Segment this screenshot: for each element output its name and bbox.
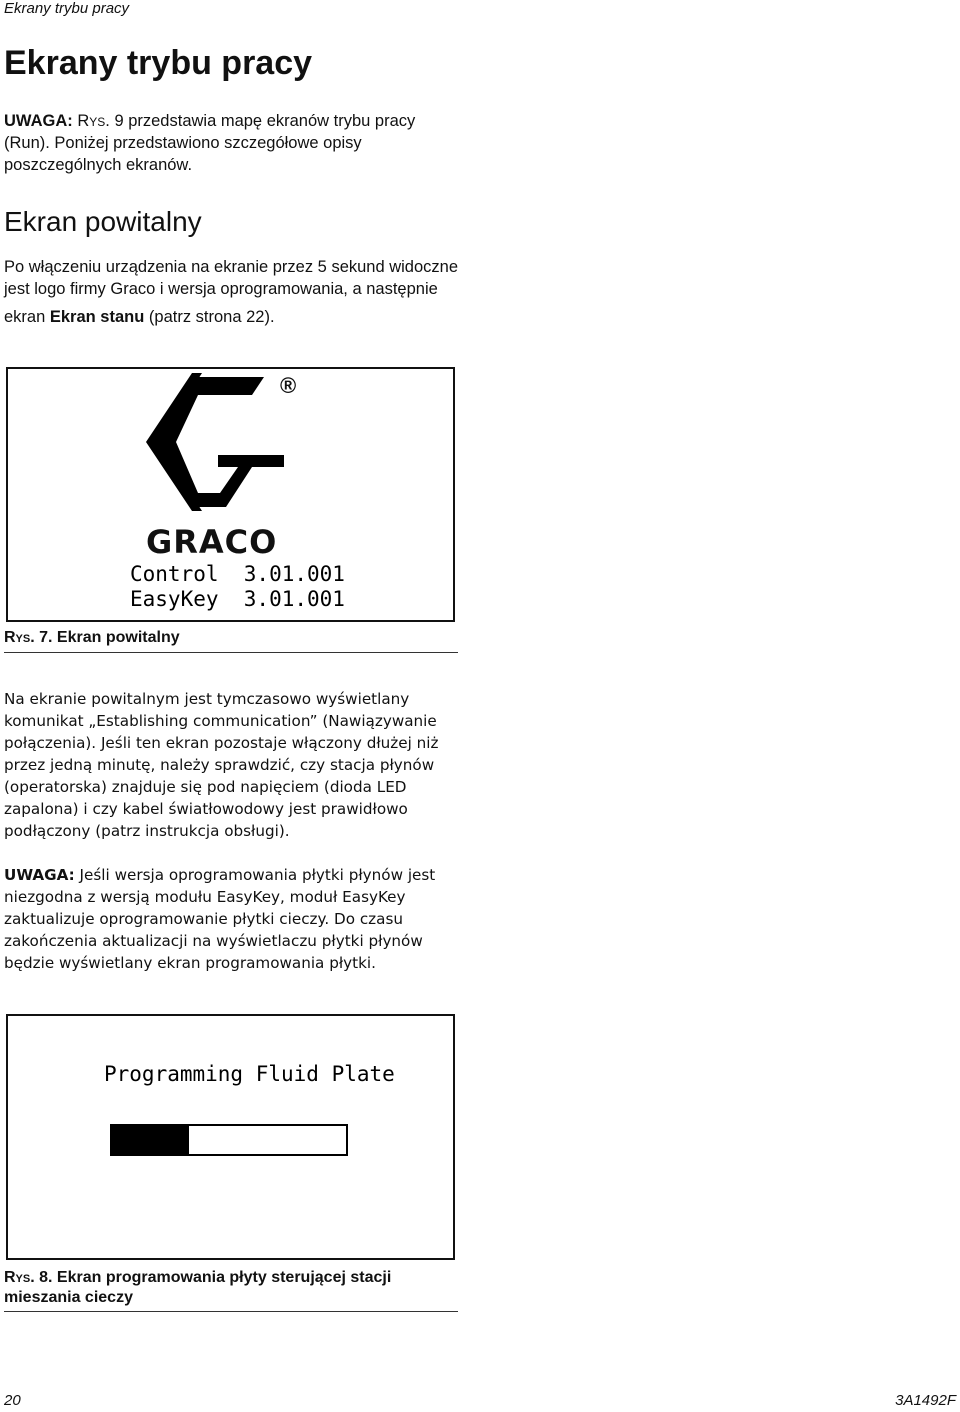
running-header: Ekrany trybu pracy	[4, 0, 130, 17]
intro-line-3: ekran Ekran stanu (patrz strona 22).	[4, 308, 275, 326]
note-run-screens	[4, 110, 454, 176]
registered-mark: ®	[280, 373, 297, 398]
section-intro	[4, 256, 474, 328]
programming-progress-bar	[110, 1124, 348, 1156]
page-title: Ekrany trybu pracy	[4, 44, 313, 82]
figure-7-caption: Rys. 7. Ekran powitalny	[4, 629, 180, 646]
intro-line: Po włączeniu urządzenia na ekranie przez 5 sekund widoczne jest logo firmy Graco i wersja oprogramowania, a następnie	[4, 258, 459, 298]
programming-label: Programming Fluid Plate	[104, 1062, 395, 1086]
progress-fill	[112, 1126, 189, 1154]
control-version: Control 3.01.001	[130, 562, 345, 586]
note-text: Jeśli wersja oprogramowania płytki płynów jest niezgodna z wersją modułu EasyKey, moduł EasyKey zaktualizuje oprogramowanie płytki cieczy. Do czasu zakończenia aktualizacji na wyświetlaczu płytki płynów będzie wyświetlany ekran programowania płytki.	[4, 866, 436, 972]
graco-wordmark: GRACO	[146, 523, 278, 561]
figure-8-caption: Rys. 8. Ekran programowania płyty sterującej stacji mieszania cieczy	[4, 1269, 392, 1306]
document-code: 3A1492F	[895, 1392, 956, 1409]
status-screen-ref: Ekran stanu	[49, 308, 145, 326]
page-number: 20	[4, 1392, 21, 1409]
note-firmware	[4, 864, 454, 974]
easykey-version: EasyKey 3.01.001	[130, 587, 345, 611]
note-label: UWAGA:	[4, 866, 75, 884]
caption-rule	[4, 652, 458, 653]
section-title: Ekran powitalny	[4, 206, 202, 237]
caption-rule	[4, 1311, 458, 1312]
note-label: UWAGA:	[4, 112, 73, 130]
splash-screen-display	[6, 367, 455, 622]
welcome-paragraph: Na ekranie powitalnym jest tymczasowo wyświetlany komunikat „Establishing communication” (Nawiązywanie połączenia). Jeśli ten ekran pozostaje włączony dłużej niż przez jedną minutę, należy sprawdzić, czy stacja płynów (operatorska) znajduje się pod napięciem (dioda LED zapalona) i czy kabel światłowodowy jest prawidłowo podłączony (patrz instrukcja obsługi).	[4, 690, 439, 840]
figure-ref: Rys	[77, 112, 106, 130]
note-text: . 9 przedstawia mapę ekranów trybu pracy (Run). Poniżej przedstawiono szczegółowe opisy poszczególnych ekranów.	[4, 112, 416, 174]
